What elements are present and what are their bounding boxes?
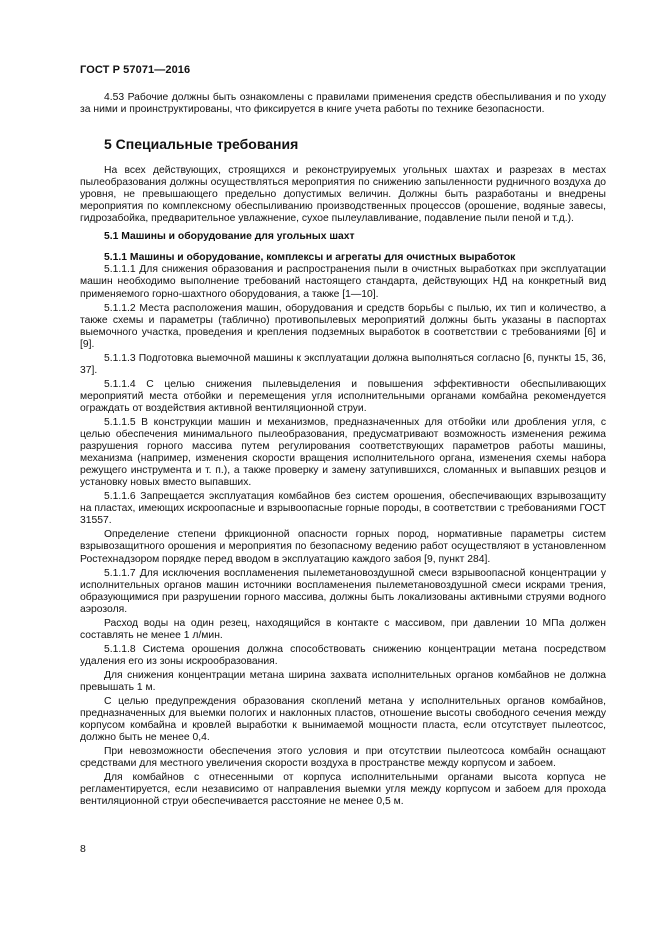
- paragraph-5-1-1-8-airflow: При невозможности обеспечения этого условия и при отсутствии пылеотсоса комбайн оснащают средствами для местного увеличения скорости воздуха в пространстве между корпусом и забоем.: [80, 746, 606, 770]
- page-number: 8: [80, 843, 86, 855]
- paragraph-5-1-1-2: 5.1.1.2 Места расположения машин, оборудования и средств борьбы с пылью, их тип и количество, а также схемы и параметры (таблично) противопылевых мероприятий должны быть указаны в паспортах выемочного участка, проведения и крепления подземных выработок в соответствии с требованиями [6] и [9].: [80, 302, 606, 350]
- paragraph-5-1-1-6-continued: Определение степени фрикционной опасности горных пород, нормативные параметры систем взрывозащитного орошения и мероприятия по безопасному ведению работ осуществляют в установленном Ростехнадзором порядке перед вводом в эксплуатацию каждого забоя [9, пункт 284].: [80, 529, 606, 565]
- paragraph-5-1-1-5: 5.1.1.5 В конструкции машин и механизмов, предназначенных для отбойки или дробления угля, с целью обеспечения минимального пылеобразования, предусматривают возможность изменения режима разрушения горного массива путем регулирования соответствующих параметров работы машины, механизма (например, изменения скорости вращения исполнительного органа, изменения схемы набора режущего инструмента и т. п.), а также проверку и замену затупившихся, сломанных и выпавших резцов и установку новых вместо выпавших.: [80, 416, 606, 489]
- paragraph-5-1-1-8-clearance: Для комбайнов с отнесенными от корпуса исполнительными органами высота корпуса не регламентируется, если независимо от направления выемки угля между корпусом и забоем для прохода вентиляционной струи обеспечивается расстояние не менее 0,5 м.: [80, 772, 606, 808]
- subsection-heading-5-1: 5.1 Машины и оборудование для угольных шахт: [104, 231, 355, 243]
- paragraph-section-5-intro: На всех действующих, строящихся и реконструируемых угольных шахтах и разрезах в местах пылеобразования должны осуществляться мероприятия по снижению запыленности рудничного воздуха до уровня, не превышающего предельно допустимых величин. Должны быть разработаны и внедрены мероприятия по комплексному обеспыливанию производственных процессов (орошение, водяные завесы, гидрозабойка, предварительное увлажнение, сухое пылеулавливание, подавление пыли пеной и т.д.).: [80, 165, 606, 225]
- subsection-heading-5-1-1: 5.1.1 Машины и оборудование, комплексы и агрегаты для очистных выработок: [104, 252, 516, 264]
- paragraph-5-1-1-8-width: Для снижения концентрации метана ширина захвата исполнительных органов комбайнов не должна превышать 1 м.: [80, 669, 606, 693]
- paragraph-5-1-1-7: 5.1.1.7 Для исключения воспламенения пылеметановоздушной смеси взрывоопасной концентрации у исполнительных органов машин источники воспламенения пылеметановоздушной смеси искрами трения, образующимися при разрушении горного массива, должны быть локализованы активными струями водного аэрозоля.: [80, 567, 606, 615]
- paragraph-5-1-1-4: 5.1.1.4 С целью снижения пылевыделения и повышения эффективности обеспыливающих мероприятий места отбойки и перемещения угля исполнительными органами комбайна рекомендуется ограждать от воздействия активной вентиляционной струи.: [80, 378, 606, 414]
- paragraph-5-1-1-8: 5.1.1.8 Система орошения должна способствовать снижению концентрации метана посредством удаления его из зоны искрообразования.: [80, 643, 606, 667]
- paragraph-5-1-1-7-water-flow: Расход воды на один резец, находящийся в контакте с массивом, при давлении 10 МПа должен составлять не менее 1 л/мин.: [80, 617, 606, 641]
- paragraph-4-53: 4.53 Рабочие должны быть ознакомлены с правилами применения средств обеспыливания и по уходу за ними и проинструктированы, что фиксируется в книге учета работы по технике безопасности.: [80, 92, 606, 116]
- paragraph-5-1-1-8-methane: С целью предупреждения образования скоплений метана у исполнительных органов комбайнов, предназначенных для выемки пологих и наклонных пластов, отношение высоты свободного сечения между корпусом комбайна и кровлей выработки к вынимаемой мощности пласта, если отсутствует пылеотсос, должно быть не менее 0,4.: [80, 696, 606, 744]
- document-body: [80, 92, 606, 808]
- section-heading-5: 5 Специальные требования: [104, 136, 299, 153]
- standard-header: ГОСТ Р 57071—2016: [80, 64, 191, 76]
- paragraph-5-1-1-3: 5.1.1.3 Подготовка выемочной машины к эксплуатации должна выполняться согласно [6, пункты 15, 36, 37].: [80, 352, 606, 376]
- paragraph-5-1-1-6: 5.1.1.6 Запрещается эксплуатация комбайнов без систем орошения, обеспечивающих взрывозащиту на пластах, имеющих искроопасные и взрывоопасные горные породы, в соответствии с требованиями ГОСТ 31557.: [80, 491, 606, 527]
- paragraph-5-1-1-1: 5.1.1.1 Для снижения образования и распространения пыли в очистных выработках при эксплуатации машин необходимо выполнение требований настоящего стандарта, действующих НД на конкретный вид применяемого горно-шахтного оборудования, а также [1—10].: [80, 264, 606, 300]
